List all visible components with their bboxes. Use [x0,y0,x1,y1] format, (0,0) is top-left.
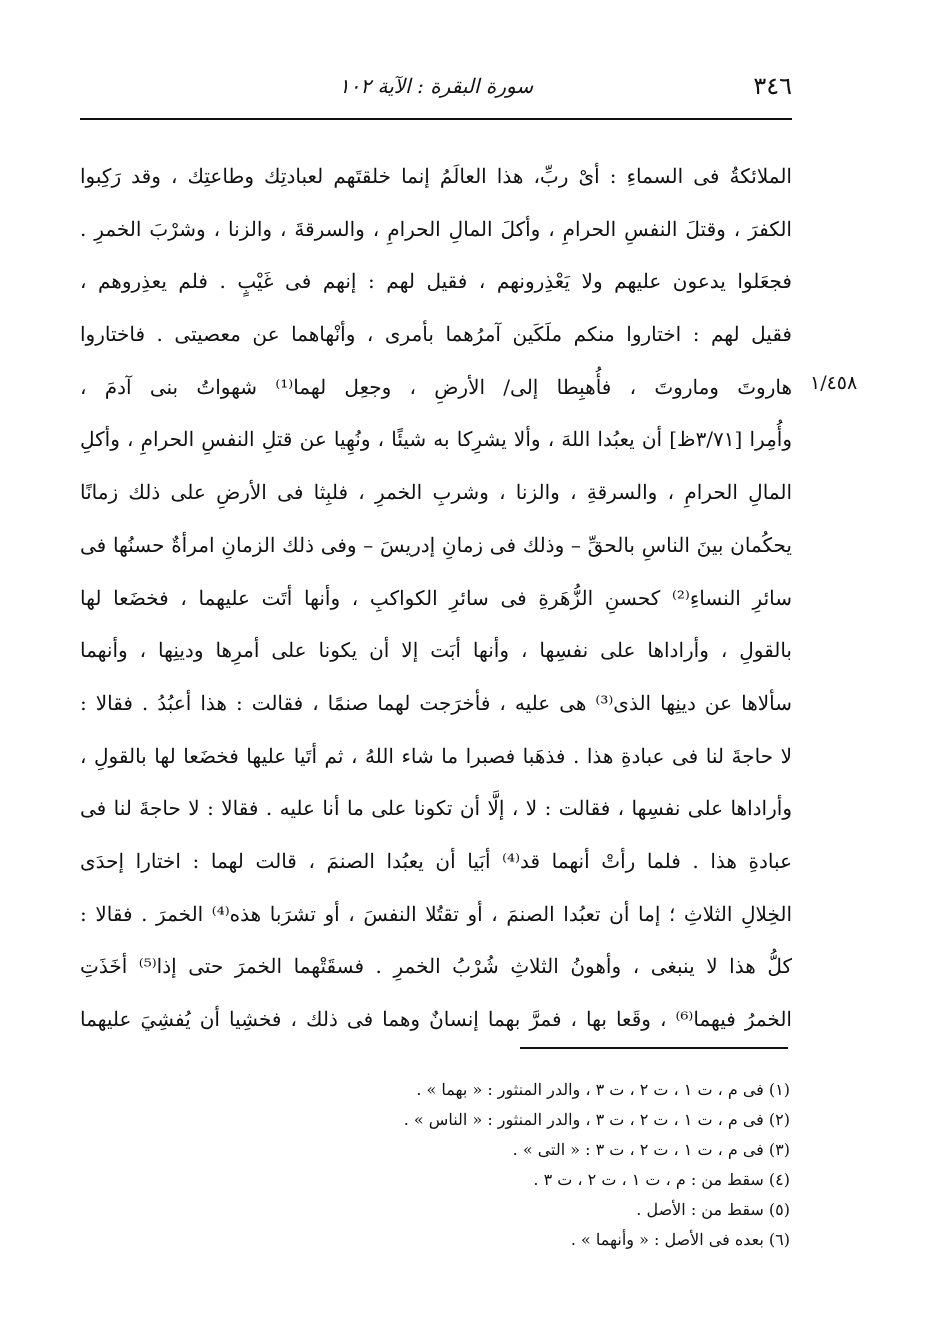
footnote: (٦) بعده فى الأصل : « وأنهما » . [570,1230,790,1249]
text-line: كلُّ هذا لا ينبغى ، وأهونُ الثلاثِ شُرْبُ الخمرِ . فسقَتْهما الخمرَ حتى إذا⁽⁵⁾ أخَذَتِ [80,954,792,979]
footnote: (٢) فى م ، ت ١ ، ت ٢ ، ت ٣ ، والدر المنثور : « الناس » . [403,1110,790,1129]
footnote: (٤) سقط من : م ، ت ١ ، ت ٢ ، ت ٣ . [533,1170,790,1189]
text-line: عبادةِ هذا . فلما رأتْ أنهما قد⁽⁴⁾ أبَيا أن يعبُدا الصنمَ ، قالت لهما : اختارا إحدَى [80,848,792,873]
text-line: المالِ الحرامِ ، والسرقةِ ، والزنا ، وشربِ الخمرِ ، فلبِثا فى الأرضِ على ذلك زمانًا [80,480,792,505]
text-line: سألاها عن دينِها الذى⁽³⁾ هى عليه ، فأخرَجت لهما صنمًا ، فقالت : هذا أعبُدُ . فقالا : [80,690,792,715]
text-line: وأُمِرا [٣/٧١ظ] أن يعبُدا اللهَ ، وألا يشرِكا به شيئًا ، ونُهِيا عن قتلِ النفسِ الحرامِ ، وأكلِ [80,427,792,452]
page-number: ٣٤٦ [753,72,792,100]
text-line: وأراداها على نفسِها ، فقالت : لا ، إلَّا أن تكونا على ما أنا عليه . فقالا : لا حاجةَ لنا فى [80,796,792,821]
footnote-rule [520,1047,788,1049]
margin-reference: ١/٤٥٨ [810,372,858,394]
text-line: بالقولِ ، وأراداها على نفسِها ، وأنها أبَت إلا أن يكونا على أمرِها ودينِها ، وأنهما [80,638,792,663]
page-header [80,70,792,106]
text-line: فقيل لهم : اختاروا منكم ملَكَين آمرُهما بأمرى ، وأنْهاهما عن معصيتى . فاختاروا [80,322,792,347]
text-line: الخمرُ فيهما⁽⁶⁾ ، وقَعا بها ، فمرَّ بهما إنسانٌ وهما فى ذلك ، فخشِيا أن يُفشِيَ عليهما [80,1007,792,1031]
text-line: فجعَلوا يدعون عليهم ولا يَعْذِرونهم ، فقيل لهم : إنهم فى غَيْبٍ . فلم يعذِروهم ، [80,269,792,294]
body-text [80,150,792,1046]
header-rule [80,118,792,120]
footnotes [80,1075,790,1255]
text-line: هاروتَ وماروتَ ، فأُهبِطا إلى/ الأرضِ ، وجعِل لهما⁽¹⁾ شهواتُ بنى آدمَ ، [80,374,792,399]
text-line: الملائكةُ فى السماءِ : أىْ ربِّ، هذا العالَمُ إنما خلقتَهم لعبادتِك وطاعتِك ، وقد رَكِبوا [80,164,792,188]
text-line: لا حاجةَ لنا فى عبادةِ هذا . فذهَبا فصبرا ما شاء اللهُ ، ثم أتَيا عليها فخضَعا لها بالقولِ ، [80,743,792,768]
footnote: (٥) سقط من : الأصل . [636,1200,790,1219]
text-line: الكفرَ ، وقتلَ النفسِ الحرامِ ، وأكلَ المالِ الحرامِ ، والسرقةَ ، والزنا ، وشرْبَ الخمرِ . [80,216,792,241]
running-head: سورة البقرة : الآية ١٠٢ [338,74,534,98]
text-line: الخِلالِ الثلاثِ ؛ إما أن تعبُدا الصنمَ ، أو تقتُلا النفسَ ، أو تشرَبا هذه⁽⁴⁾ الخمرَ . فقالا : [80,901,792,926]
footnote: (٣) فى م ، ت ١ ، ت ٢ ، ت ٣ : « التى » . [512,1140,790,1159]
text-line: يحكُمان بينَ الناسِ بالحقِّ – وذلك فى زمانِ إدريسَ – وفى ذلك الزمانِ امرأةٌ حسنُها فى [80,532,792,557]
text-line: سائرِ النساءِ⁽²⁾ كحسنِ الزُّهَرةِ فى سائرِ الكواكبِ ، وأنها أتَت عليهما ، فخضَعا لها [80,585,792,610]
footnote: (١) فى م ، ت ١ ، ت ٢ ، ت ٣ ، والدر المنثور : « بهما » . [416,1080,790,1099]
